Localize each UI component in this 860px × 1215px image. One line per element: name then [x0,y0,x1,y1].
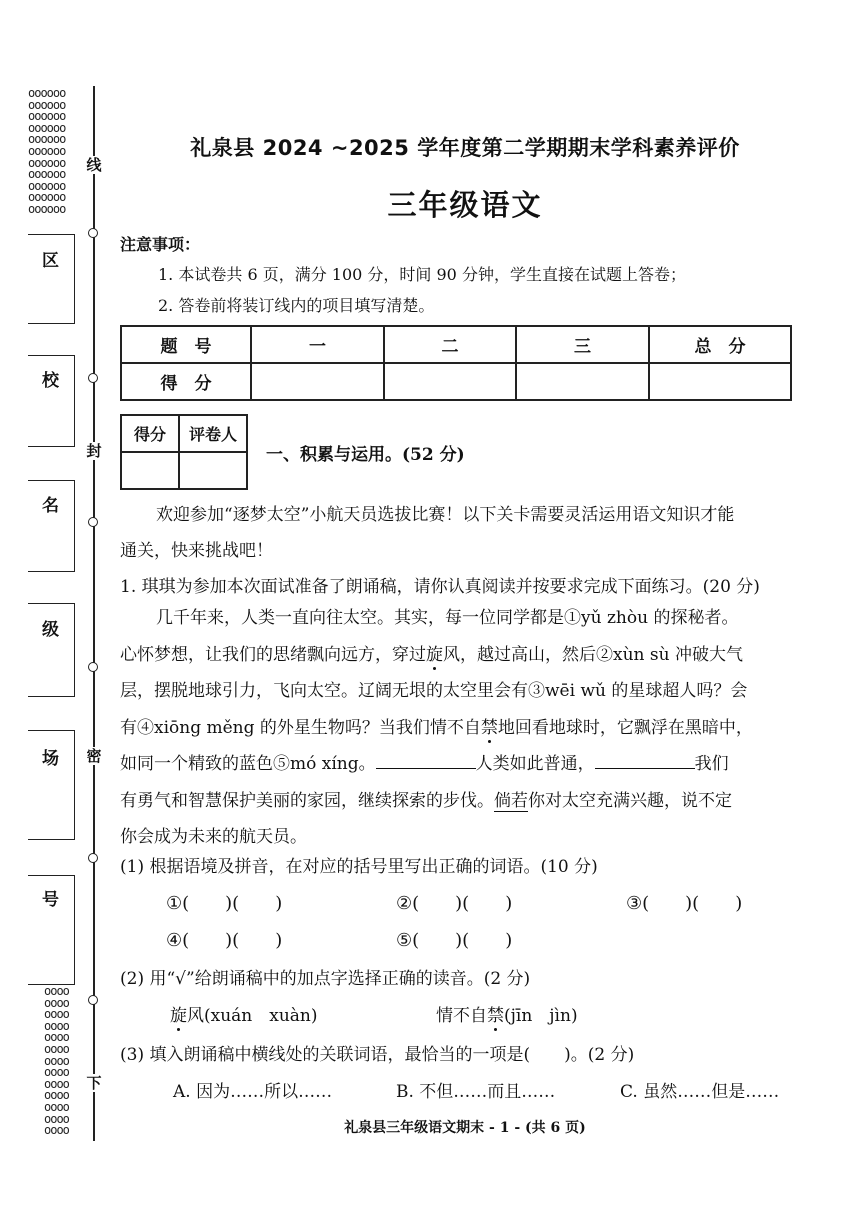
field-label-district: 区 [42,251,59,271]
score-cell-3[interactable] [516,363,649,400]
dotted-char-jin: 禁 [480,717,498,738]
dotted-char-xuan: 旋 [170,1006,187,1026]
score-table [120,325,792,401]
passage-text: 如同一个精致的蓝色⑤mó xíng。 [120,754,376,774]
pron-options: (jīn jìn) [504,1006,578,1026]
question-1-3: (3) 填入朗诵稿中横线处的关联词语，最恰当的一项是( )。(2 分) [120,1045,635,1065]
passage-line [120,710,810,747]
question-1-2: (2) 用“√”给朗诵稿中的加点字选择正确的读音。(2 分) [120,969,531,989]
answer-slot-5[interactable]: ⑤( )( ) [396,930,513,951]
exam-title: 礼泉县 2024 ~2025 学年度第二学期期末学科素养评价 [190,136,740,160]
cut-word-mi: 密 [86,747,102,765]
score-cell-1[interactable] [251,363,384,400]
notice-item-1: 1. 本试卷共 6 页，满分 100 分，时间 90 分钟，学生直接在试题上答卷； [158,265,686,284]
passage-text: 你对太空充满兴趣，说不定 [528,790,732,811]
passage-line: 几千年来，人类一直向往太空。其实，每一位同学都是①yǔ zhòu 的探秘者。 [156,608,739,628]
notice-heading: 注意事项： [120,235,201,254]
binding-hole [88,228,98,238]
fill-blank-2[interactable] [595,750,695,769]
score-header-label: 题 号 [121,326,251,363]
passage-line: 层，摆脱地球引力，飞向太空。辽阔无垠的太空里会有③wēi wǔ 的星球超人吗？会 [120,681,748,701]
passage-line: 你会成为未来的航天员。 [120,827,307,847]
passage-text: 有④xiōng měng 的外星生物吗？当我们情不自 [120,717,481,738]
passage-text: 有勇气和智慧保护美丽的家园，继续探索的步伐。 [120,790,494,811]
question-1-1: (1) 根据语境及拼音，在对应的括号里写出正确的词语。(10 分) [120,857,598,877]
field-label-name: 名 [42,496,59,516]
dotted-char-xuan: 旋 [426,644,443,665]
binding-dots-bottom: oooo oooo oooo oooo oooo oooo oooo oooo oooo oooo oooo oooo oooo [44,986,69,1136]
fill-blank-1[interactable] [376,750,476,769]
score-cell-total[interactable] [649,363,791,400]
binding-hole [88,662,98,672]
option-a[interactable]: A. 因为……所以…… [173,1082,333,1102]
binding-hole [88,373,98,383]
pron-prefix: 情不自 [436,1006,487,1026]
binding-hole [88,517,98,527]
cut-word-feng: 封 [86,442,102,460]
cut-word-xia: 下 [86,1074,102,1092]
field-label-class: 级 [42,620,59,640]
passage-text: 地回看地球时，它飘浮在黑暗中， [497,717,753,738]
pron-options: 风(xuán xuàn) [187,1006,318,1026]
answer-slot-1[interactable]: ①( )( ) [166,893,283,914]
binding-line [93,86,95,1141]
answer-slot-4[interactable]: ④( )( ) [166,930,283,951]
score-cell-2[interactable] [384,363,516,400]
question-1: 1. 琪琪为参加本次面试准备了朗诵稿，请你认真阅读并按要求完成下面练习。(20 分) [120,577,760,597]
grader-score-cell[interactable] [121,452,179,489]
score-header-2: 二 [384,326,516,363]
pronunciation-choice-1[interactable] [170,1001,318,1026]
answer-slot-3[interactable]: ③( )( ) [626,893,743,914]
field-label-school: 校 [42,371,59,391]
cut-word-xian: 线 [86,156,102,174]
intro-line-2: 通关，快来挑战吧！ [120,541,273,561]
score-header-total: 总 分 [649,326,791,363]
field-label-room: 场 [42,749,59,769]
binding-hole [88,853,98,863]
field-label-number: 号 [42,890,59,910]
passage-text: 心怀梦想，让我们的思绪飘向远方，穿过 [120,644,426,665]
passage-text: 我们 [694,754,729,774]
grader-name-label: 评卷人 [179,415,247,452]
passage-line [120,783,810,820]
option-b[interactable]: B. 不但……而且…… [396,1082,556,1102]
grader-score-label: 得分 [121,415,179,452]
passage-text: 人类如此普通， [475,754,595,774]
answer-slot-2[interactable]: ②( )( ) [396,893,513,914]
binding-dots-top: oooooo oooooo oooooo oooooo oooooo oooooo oooooo oooooo oooooo oooooo oooooo [28,88,66,216]
dotted-char-jin: 禁 [487,1006,504,1026]
passage-text: 风，越过高山，然后②xùn sù 冲破大气 [443,644,743,665]
exam-subject: 三年级语文 [387,188,543,222]
passage-line [120,746,810,783]
binding-hole [88,995,98,1005]
page-footer: 礼泉县三年级语文期末 - 1 - (共 6 页) [344,1120,586,1136]
underlined-word-tangruo: 倘若 [494,790,528,811]
score-header-1: 一 [251,326,384,363]
grader-table [120,414,248,490]
grader-name-cell[interactable] [179,452,247,489]
pronunciation-choice-2[interactable] [436,1001,578,1026]
recitation-passage [120,600,810,856]
notice-item-2: 2. 答卷前将装订线内的项目填写清楚。 [158,296,435,315]
score-row-label: 得 分 [121,363,251,400]
intro-line-1: 欢迎参加“逐梦太空”小航天员选拔比赛！以下关卡需要灵活运用语文知识才能 [156,505,735,525]
option-c[interactable]: C. 虽然……但是…… [620,1082,780,1102]
section1-heading: 一、积累与运用。(52 分) [266,445,465,465]
score-header-3: 三 [516,326,649,363]
passage-line [120,637,810,674]
